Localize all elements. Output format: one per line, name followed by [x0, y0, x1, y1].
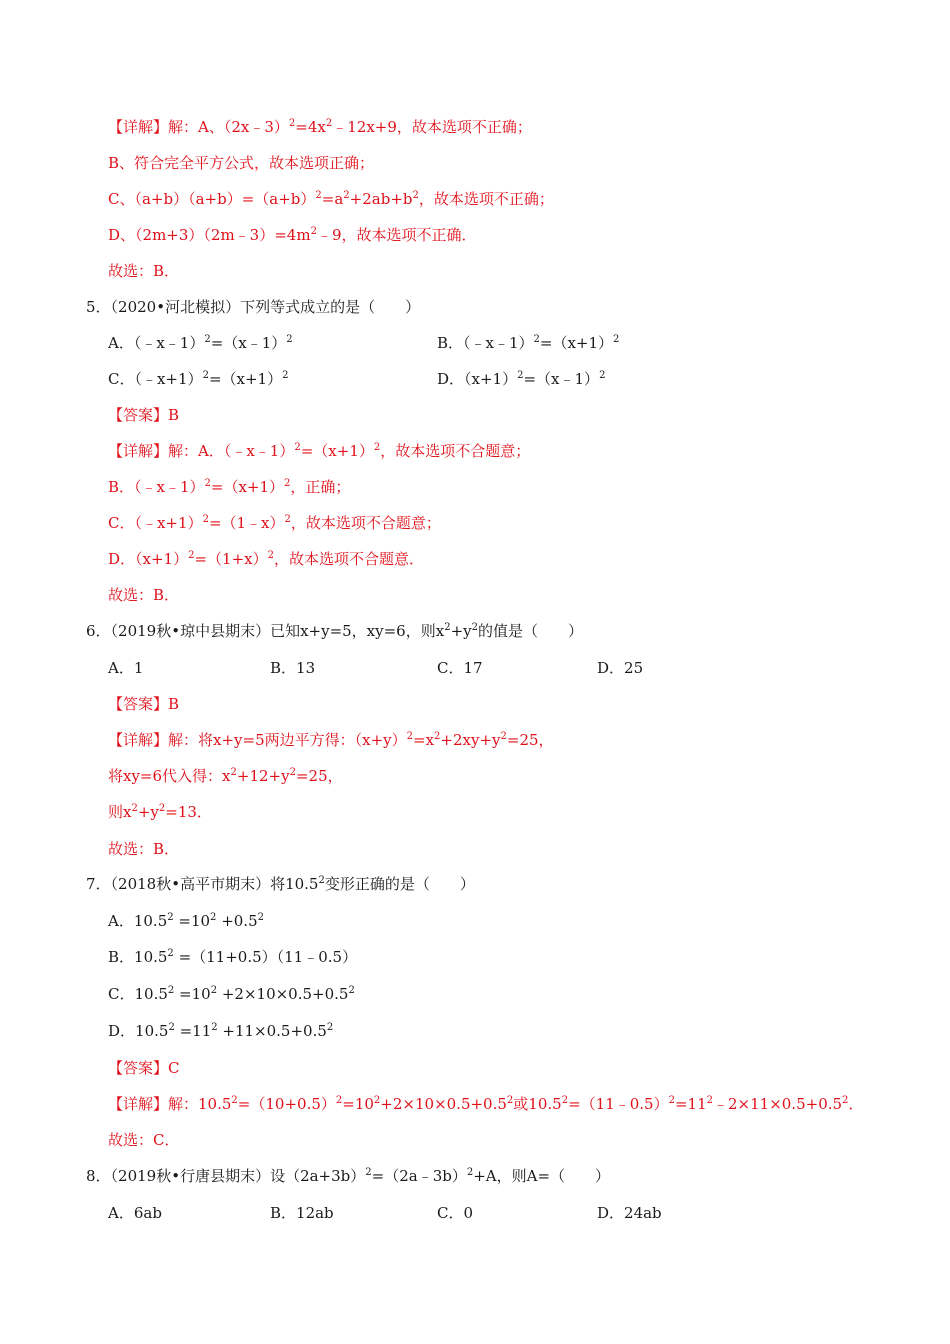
q6-detail-line-2: 将xy=6代入得：$x^2+12+y^2=25$，	[108, 767, 343, 785]
q7-choice: 故选：C．	[108, 1131, 180, 1149]
q5-option-a: A．（﹣x﹣1）$^2$=（x﹣1）$^2$	[108, 334, 293, 352]
q6-option-c: C．17	[437, 659, 483, 677]
q5-detail-line-2: B．$(﹣x﹣1)^2=(x+1)^2$，正确；	[108, 478, 351, 496]
q6-answer: 【答案】B	[108, 695, 180, 713]
q7-answer: 【答案】C	[108, 1059, 180, 1077]
q5-option-b: B．$(﹣x﹣1)^2=(x+1)^2$	[437, 334, 620, 352]
q6-detail-line-3: 则$x^2+y^2=13$．	[108, 803, 212, 821]
q4-detail-line-2: B、符合完全平方公式，故本选项正确；	[108, 154, 375, 172]
q5-detail-line-4: D．$(x+1)^2=(1+x)^2$，故本选项不合题意．	[108, 550, 425, 568]
q5-detail-line-3: C．（﹣x+1）$^2$=（1﹣x）$^2$，故本选项不合题意；	[108, 514, 441, 532]
q6-option-d: D．25	[597, 659, 644, 677]
q7-option-d: D．$10.5^2 =11^2 +11\times 0.5+0.5^2$	[108, 1022, 334, 1040]
q7-option-b: B．$10.5^2$ =（11+0.5）（11﹣0.5）	[108, 948, 358, 966]
q4-detail-line-4: D、$(2m+3)(2m﹣3)=4m^2﹣9$，故本选项不正确．	[108, 226, 477, 244]
q5-answer: 【答案】B	[108, 406, 180, 424]
q6-detail-line-1: 【详解】解：将x+y=5两边平方得：$(x+y)^2=x^2+2xy+y^2=25$，	[108, 731, 554, 749]
q7-option-a: A．$10.5^2 =10^2 +0.5^2$	[108, 912, 264, 930]
q7-option-c: C．$10.5^2 =10^2 +2\times 10\times 0.5+0.5^2$	[108, 985, 355, 1003]
q5-detail-line-1: 【详解】解：A．$(﹣x﹣1)^2=(x+1)^2$，故本选项不合题意；	[108, 442, 531, 460]
q7-stem: 7．（2018秋•高平市期末）将10.5$^2$变形正确的是（ ）	[86, 875, 475, 893]
q8-option-d: D．24ab	[597, 1204, 662, 1222]
q8-option-a: A．6ab	[108, 1204, 162, 1222]
q5-option-d: D．$(x+1)^2=(x﹣1)^2$	[437, 370, 606, 388]
q5-option-c: C．$(﹣x+1)^2=(x+1)^2$	[108, 370, 289, 388]
q8-option-c: C．0	[437, 1204, 474, 1222]
q6-option-b: B．13	[270, 659, 316, 677]
q8-option-b: B．12ab	[270, 1204, 334, 1222]
q6-stem: 6．（2019秋•琼中县期末）已知x+y=5，xy=6，则$x^2+y^2$的值是（ ）	[86, 622, 583, 640]
detail-label: 【详解】解：	[108, 118, 199, 136]
q6-choice: 故选：B．	[108, 840, 180, 858]
q4-choice: 故选：B．	[108, 262, 180, 280]
q6-option-a: A．1	[108, 659, 144, 677]
q8-stem: 8．（2019秋•行唐县期末）设$(2a+3b)^2=(2a﹣3b)^2+A$，则A=（ ）	[86, 1167, 611, 1185]
q4-detail-line-3: C、$(a+b)(a+b)=(a+b)^2=a^2+2ab+b^2$，故本选项不正确；	[108, 190, 554, 208]
q4-detail-line-1: 【详解】解：A、$(2x﹣3)^2=4x^2﹣12x+9$，故本选项不正确；	[108, 118, 532, 136]
q5-stem: 5．（2020•河北模拟）下列等式成立的是（ ）	[86, 298, 421, 316]
q7-detail-line-1: 【详解】解：$10.5^2=(10+0.5)^2=10^2+2\times 10\times 0.5+0.5^2$或$10.5^2=(11﹣0.5)^2=11^2﹣2\times 11\times 0.5+0.5^2$．	[108, 1095, 864, 1113]
q5-choice: 故选：B．	[108, 586, 180, 604]
